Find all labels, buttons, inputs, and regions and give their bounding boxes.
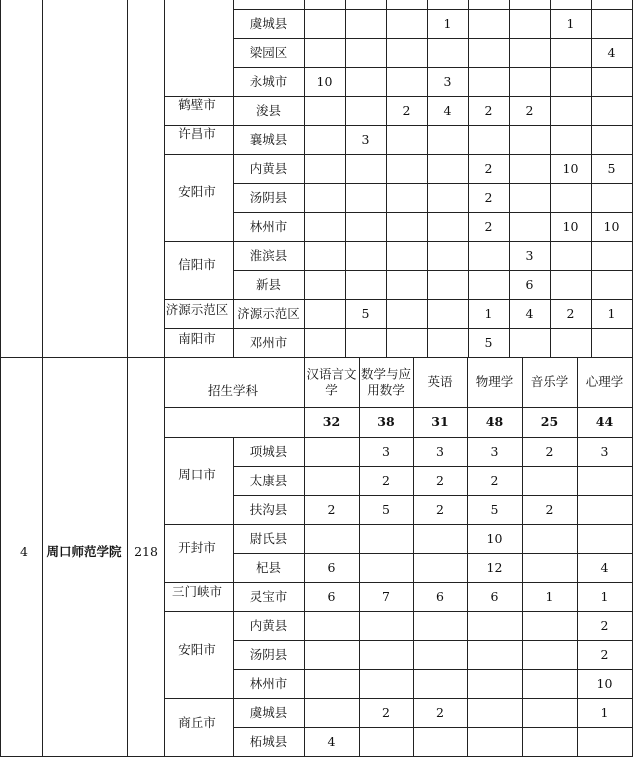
row-line bbox=[233, 524, 633, 525]
value-cell: 1 bbox=[443, 15, 452, 31]
col-line bbox=[467, 357, 468, 757]
row-line bbox=[233, 299, 633, 300]
county-cell: 柘城县 bbox=[249, 733, 288, 749]
value-cell: 2 bbox=[436, 472, 444, 488]
col-line bbox=[509, 0, 510, 358]
city-shangqiu: 商丘市 bbox=[178, 715, 216, 731]
subject-name: 音乐学 bbox=[530, 374, 569, 390]
header-line bbox=[164, 357, 633, 358]
school-index: 4 bbox=[20, 544, 28, 560]
county-cell: 内黄县 bbox=[249, 617, 288, 633]
row-line bbox=[233, 67, 633, 68]
city-line bbox=[164, 241, 234, 242]
city-anyang: 安阳市 bbox=[178, 642, 216, 658]
value-cell: 6 bbox=[525, 276, 534, 292]
county-cell: 杞县 bbox=[255, 559, 282, 575]
value-cell: 2 bbox=[402, 102, 411, 118]
subject-count: 25 bbox=[540, 414, 559, 430]
value-cell: 7 bbox=[382, 588, 390, 604]
subject-count: 38 bbox=[377, 414, 395, 430]
col-line bbox=[42, 357, 43, 757]
value-cell: 2 bbox=[545, 501, 554, 517]
top-city-xuchang: 许昌市 bbox=[178, 126, 216, 142]
bottom-line bbox=[0, 756, 165, 757]
county-cell: 邓州市 bbox=[249, 334, 288, 350]
value-cell: 1 bbox=[484, 305, 493, 321]
subject-name: 数学与应用数学 bbox=[361, 366, 412, 397]
value-cell: 6 bbox=[490, 588, 499, 604]
row-line bbox=[233, 437, 633, 438]
value-cell: 6 bbox=[327, 559, 336, 575]
city-line bbox=[164, 328, 234, 329]
city-line bbox=[164, 299, 234, 300]
city-line bbox=[164, 582, 234, 583]
value-cell: 10 bbox=[596, 675, 613, 691]
subject-name: 心理学 bbox=[585, 374, 624, 390]
value-cell: 3 bbox=[382, 443, 390, 459]
row-line bbox=[233, 154, 633, 155]
top-city-jiyuan: 济源示范区 bbox=[165, 302, 229, 318]
value-cell: 2 bbox=[484, 218, 493, 234]
col-line bbox=[127, 357, 128, 757]
value-cell: 2 bbox=[436, 501, 444, 517]
value-cell: 5 bbox=[607, 160, 616, 176]
subject-name: 汉语言文学 bbox=[306, 366, 357, 397]
value-cell: 2 bbox=[382, 472, 390, 488]
row-line bbox=[233, 38, 633, 39]
city-sanmenxia: 三门峡市 bbox=[171, 584, 223, 600]
county-cell: 项城县 bbox=[249, 443, 288, 459]
top-city-xinyang: 信阳市 bbox=[178, 257, 216, 273]
value-cell: 3 bbox=[443, 73, 452, 89]
row-line bbox=[233, 756, 633, 757]
value-cell: 1 bbox=[600, 588, 609, 604]
col-line bbox=[0, 357, 1, 757]
col-line bbox=[304, 357, 305, 757]
value-cell: 10 bbox=[486, 530, 503, 546]
value-cell: 2 bbox=[545, 443, 554, 459]
col-line bbox=[304, 0, 305, 358]
value-cell: 3 bbox=[361, 131, 370, 147]
value-cell: 2 bbox=[600, 646, 609, 662]
county-cell: 太康县 bbox=[249, 472, 288, 488]
value-cell: 6 bbox=[327, 588, 336, 604]
school-name: 周口师范学院 bbox=[46, 544, 122, 560]
col-line bbox=[386, 0, 387, 358]
value-cell: 2 bbox=[566, 305, 575, 321]
value-cell: 1 bbox=[566, 15, 575, 31]
value-cell: 2 bbox=[484, 189, 493, 205]
value-cell: 6 bbox=[436, 588, 444, 604]
value-cell: 5 bbox=[382, 501, 390, 517]
subject-count: 31 bbox=[431, 414, 449, 430]
city-line bbox=[164, 524, 234, 525]
value-cell: 3 bbox=[600, 443, 609, 459]
value-cell: 2 bbox=[525, 102, 534, 118]
top-city-anyang: 安阳市 bbox=[178, 184, 216, 200]
col-line bbox=[127, 0, 128, 358]
city-line bbox=[164, 698, 234, 699]
school-total: 218 bbox=[134, 544, 158, 560]
row-line bbox=[233, 582, 633, 583]
col-line bbox=[413, 357, 414, 757]
city-line bbox=[164, 154, 234, 155]
county-cell: 淮滨县 bbox=[249, 247, 288, 263]
value-cell: 5 bbox=[490, 501, 499, 517]
county-cell: 灵宝市 bbox=[249, 588, 288, 604]
value-cell: 4 bbox=[327, 733, 336, 749]
top-city-hebi: 鹤壁市 bbox=[178, 97, 216, 113]
col-line bbox=[233, 0, 234, 358]
col-line bbox=[550, 0, 551, 358]
county-cell: 浚县 bbox=[255, 102, 282, 118]
col-line bbox=[427, 0, 428, 358]
value-cell: 10 bbox=[316, 73, 333, 89]
value-cell: 2 bbox=[484, 160, 493, 176]
row-line bbox=[233, 328, 633, 329]
subject-header-label: 招生学科 bbox=[207, 383, 259, 399]
value-cell: 4 bbox=[443, 102, 452, 118]
value-cell: 4 bbox=[525, 305, 534, 321]
col-line bbox=[591, 0, 592, 358]
value-cell: 5 bbox=[484, 334, 493, 350]
value-cell: 12 bbox=[486, 559, 503, 575]
county-cell: 尉氏县 bbox=[249, 530, 288, 546]
county-cell: 梁园区 bbox=[249, 44, 288, 60]
col-line bbox=[632, 357, 633, 757]
county-cell: 襄城县 bbox=[249, 131, 288, 147]
county-cell: 内黄县 bbox=[249, 160, 288, 176]
county-cell: 扶沟县 bbox=[249, 501, 288, 517]
county-cell: 林州市 bbox=[249, 218, 288, 234]
value-cell: 2 bbox=[436, 704, 444, 720]
row-line bbox=[233, 727, 633, 728]
col-line bbox=[359, 357, 360, 757]
county-cell: 济源示范区 bbox=[237, 305, 300, 321]
col-line bbox=[164, 357, 165, 757]
value-cell: 2 bbox=[382, 704, 390, 720]
city-kaifeng: 开封市 bbox=[178, 540, 216, 556]
value-cell: 2 bbox=[327, 501, 336, 517]
col-line bbox=[632, 0, 633, 358]
value-cell: 2 bbox=[484, 102, 493, 118]
value-cell: 1 bbox=[600, 704, 609, 720]
value-cell: 10 bbox=[562, 218, 579, 234]
city-zhoukou: 周口市 bbox=[178, 467, 216, 483]
county-cell: 汤阴县 bbox=[249, 646, 288, 662]
col-line bbox=[233, 437, 234, 757]
row-line bbox=[233, 640, 633, 641]
county-cell: 新县 bbox=[255, 276, 282, 292]
value-cell: 10 bbox=[603, 218, 620, 234]
subject-count: 48 bbox=[485, 414, 504, 430]
row-line bbox=[233, 183, 633, 184]
county-cell: 永城市 bbox=[249, 73, 288, 89]
subject-count: 44 bbox=[595, 414, 614, 430]
header-line bbox=[164, 407, 633, 408]
subject-count: 32 bbox=[322, 414, 341, 430]
col-line bbox=[468, 0, 469, 358]
row-line bbox=[233, 495, 633, 496]
row-line bbox=[233, 669, 633, 670]
county-cell: 汤阴县 bbox=[249, 189, 288, 205]
subject-name: 物理学 bbox=[475, 374, 514, 390]
value-cell: 3 bbox=[436, 443, 444, 459]
top-city-nanyang: 南阳市 bbox=[178, 331, 216, 347]
city-line bbox=[164, 756, 234, 757]
col-line bbox=[522, 357, 523, 757]
city-line bbox=[164, 611, 234, 612]
col-line bbox=[42, 0, 43, 358]
value-cell: 4 bbox=[607, 44, 616, 60]
row-line bbox=[233, 466, 633, 467]
row-line bbox=[233, 698, 633, 699]
county-cell: 林州市 bbox=[249, 675, 288, 691]
row-line bbox=[233, 9, 633, 10]
col-line bbox=[0, 0, 1, 358]
value-cell: 3 bbox=[525, 247, 534, 263]
value-cell: 1 bbox=[545, 588, 554, 604]
value-cell: 3 bbox=[490, 443, 499, 459]
row-line bbox=[233, 125, 633, 126]
value-cell: 5 bbox=[361, 305, 370, 321]
county-cell: 虞城县 bbox=[249, 15, 288, 31]
city-line bbox=[164, 437, 234, 438]
subject-name: 英语 bbox=[427, 374, 453, 390]
col-line bbox=[577, 357, 578, 757]
value-cell: 10 bbox=[562, 160, 579, 176]
row-line bbox=[233, 553, 633, 554]
county-cell: 虞城县 bbox=[249, 704, 288, 720]
row-line bbox=[233, 241, 633, 242]
value-cell: 4 bbox=[600, 559, 609, 575]
col-line bbox=[345, 0, 346, 358]
row-line bbox=[233, 611, 633, 612]
value-cell: 1 bbox=[607, 305, 616, 321]
row-line bbox=[233, 212, 633, 213]
row-line bbox=[233, 96, 633, 97]
value-cell: 2 bbox=[600, 617, 609, 633]
value-cell: 2 bbox=[490, 472, 499, 488]
row-line bbox=[233, 270, 633, 271]
